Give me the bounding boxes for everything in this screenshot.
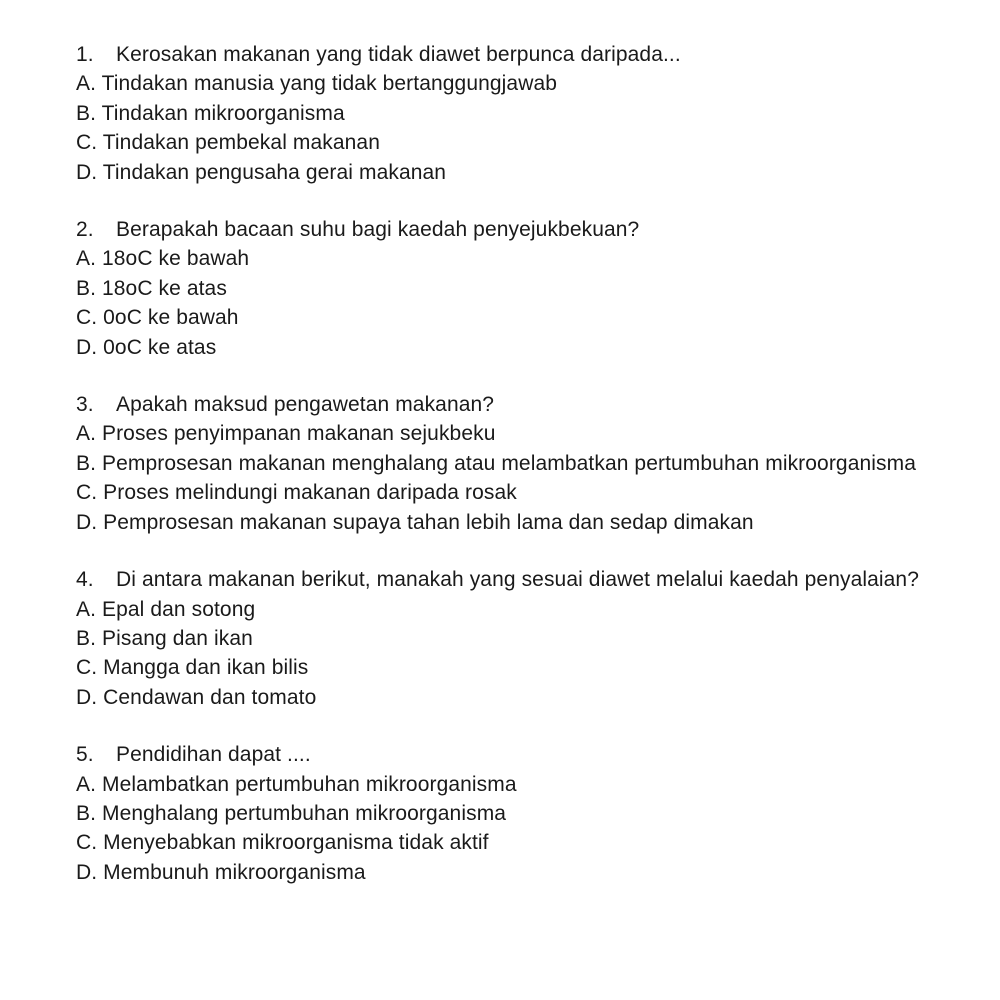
question-text: Apakah maksud pengawetan makanan? [116, 393, 495, 417]
question-2 [76, 215, 956, 362]
option-d: D. Membunuh mikroorganisma [76, 860, 366, 884]
option-d: D. Tindakan pengusaha gerai makanan [76, 160, 447, 184]
question-text: Pendidihan dapat .... [116, 743, 311, 767]
option-b: B. Pemprosesan makanan menghalang atau melambatkan pertumbuhan mikroorganisma [76, 451, 916, 475]
question-1 [76, 40, 956, 187]
question-number: 2. [76, 218, 94, 242]
option-b: B. 18oC ke atas [76, 276, 227, 300]
option-c: C. Tindakan pembekal makanan [76, 131, 380, 155]
option-a: A. Melambatkan pertumbuhan mikroorganisma [76, 772, 517, 796]
question-text: Di antara makanan berikut, manakah yang sesuai diawet melalui kaedah penyalaian? [116, 568, 919, 592]
option-a: A. 18oC ke bawah [76, 247, 250, 271]
question-1-stem [76, 40, 956, 69]
question-text: Berapakah bacaan suhu bagi kaedah penyejukbekuan? [116, 218, 640, 242]
option-a: A. Tindakan manusia yang tidak bertanggungjawab [76, 72, 558, 96]
quiz-document [76, 40, 956, 915]
question-3 [76, 390, 956, 537]
option-b: B. Pisang dan ikan [76, 626, 253, 650]
option-d: D. 0oC ke atas [76, 335, 217, 359]
option-c: C. Proses melindungi makanan daripada rosak [76, 481, 517, 505]
option-a: A. Epal dan sotong [76, 597, 256, 621]
option-d: D. Pemprosesan makanan supaya tahan lebih lama dan sedap dimakan [76, 510, 754, 534]
question-5-stem [76, 740, 956, 769]
option-d: D. Cendawan dan tomato [76, 685, 317, 709]
question-number: 1. [76, 43, 94, 66]
question-number: 4. [76, 568, 94, 592]
question-2-stem [76, 215, 956, 244]
question-number: 3. [76, 393, 94, 417]
option-b: B. Tindakan mikroorganisma [76, 101, 345, 125]
option-a: A. Proses penyimpanan makanan sejukbeku [76, 422, 496, 446]
question-number: 5. [76, 743, 94, 767]
question-3-stem [76, 390, 956, 419]
question-4-stem [76, 565, 956, 594]
question-5 [76, 740, 956, 887]
option-b: B. Menghalang pertumbuhan mikroorganisma [76, 801, 507, 825]
question-4 [76, 565, 956, 712]
option-c: C. Menyebabkan mikroorganisma tidak aktif [76, 831, 489, 855]
question-text: Kerosakan makanan yang tidak diawet berpunca daripada... [116, 43, 681, 66]
option-c: C. Mangga dan ikan bilis [76, 656, 309, 680]
option-c: C. 0oC ke bawah [76, 306, 239, 330]
